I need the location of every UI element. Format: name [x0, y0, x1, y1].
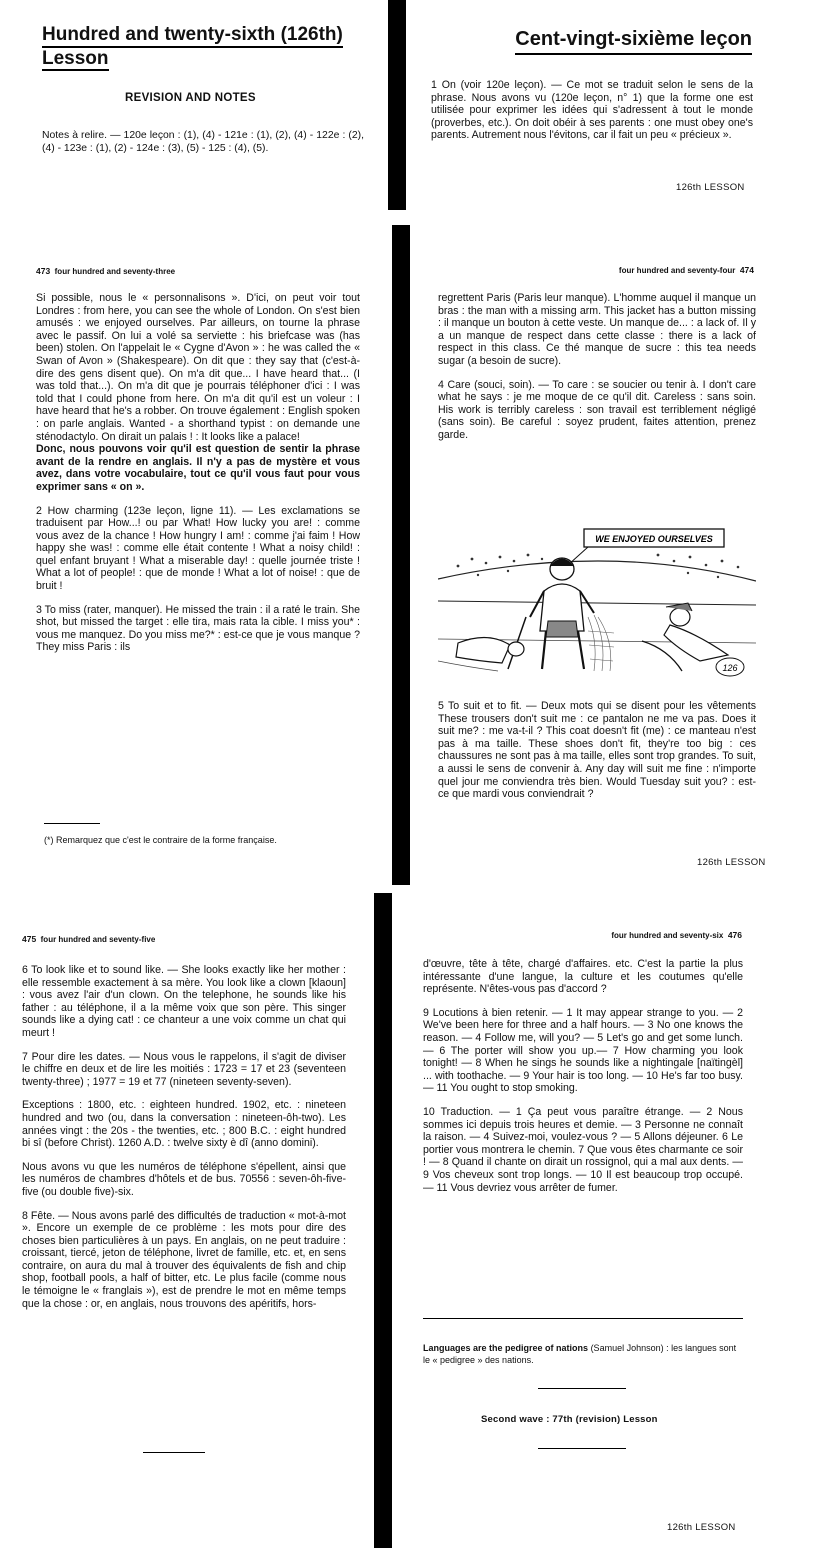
- page-number-words: four hundred and seventy-six: [611, 931, 724, 940]
- footnote-rule: [44, 823, 100, 824]
- note-5: 5 To suit et to fit. — Deux mots qui se disent pour les vêtements These trousers don't suit me : ce pantalon ne me va pas. Does it suit me? : me va-t-il ? This coat doesn't fit (me) : ce manteau n'est pas à ma taille. These shoes don't fit, they're too big : ces chaussures ne sont pas à ma taille, elles sont trop grandes. To suit, a aussi le sens de convenir à. Any day will suit me fine : n'importe quel jour me conviendra très bien. Would Tuesday suit you? : est-ce que mardi vous conviendrait ?: [438, 700, 756, 801]
- note-9: 9 Locutions à bien retenir. — 1 It may appear strange to you. — 2 We've been here for three and a half hours. — 3 No one knows the reason. — 4 Follow me, will you? — 5 Let's go and get some lunch. — 6 The porter will show you up.— 7 How charming you look tonight! — 8 When he sings he sounds like a nightingale [naïtingèl] ... with toothache. — 9 Your hair is too long. — 10 He's far too busy. — 11 You ought to stop smoking.: [423, 1006, 743, 1095]
- section-subtitle: REVISION AND NOTES: [125, 92, 256, 104]
- short-rule: [538, 1388, 626, 1389]
- title-line-1: Hundred and twenty-sixth (126th): [42, 24, 343, 48]
- page-475-body: [22, 964, 346, 1321]
- page-footer: 126th LESSON: [676, 182, 745, 193]
- title-line-2: Lesson: [42, 48, 109, 69]
- footnote: (*) Remarquez que c'est le contraire de la forme française.: [44, 835, 277, 845]
- page-folio-right: [611, 930, 742, 940]
- page-folio-left: [36, 266, 175, 276]
- page-footer: 126th LESSON: [697, 857, 766, 868]
- cartoon-caption: WE ENJOYED OURSELVES: [595, 534, 713, 544]
- page-folio-left: [22, 934, 155, 944]
- second-wave: Second wave : 77th (revision) Lesson: [481, 1414, 658, 1425]
- note-4: 4 Care (souci, soin). — To care : se soucier ou tenir à. I don't care what he says : je me moque de ce qu'il dit. Careless : sans soin. His work is terribly careless : son travail est terriblement négligé (sans soin). Be careful : soyez prudent, faites attention, prenez garde.: [438, 378, 756, 441]
- center-gutter-top: [388, 0, 406, 210]
- page-number: 476: [727, 930, 742, 940]
- page-476-body: [423, 958, 743, 1205]
- center-gutter-middle: [392, 225, 410, 885]
- page-number: 474: [739, 265, 754, 275]
- page-folio-right: [619, 265, 754, 275]
- para-on-summary: Donc, nous pouvons voir qu'il est question de sentir la phrase avant de la rendre en anglais. Il n'y a pas de mystère et vous avez, dans votre vocabulaire, tout ce qu'il vous faut pour vous exprimer sans « on ».: [36, 443, 360, 493]
- note-8: 8 Fête. — Nous avons parlé des difficultés de traduction « mot-à-mot ». Encore un exemple de ce problème : les mots pour dire des choses bien particulières à un pays. En anglais, on ne peut traduire : croissant, tiercé, jeton de téléphone, livret de famille, etc. et, en sens contraire, on aura du mal à trouver des équivalents de fish and chip shop, football pools, a half of bitter, etc. Le plus facile (comme nous le témoigne le « franglais »), est de prendre le mot en même temps que la chose : or, en anglais, nous trouvons des apéritifs, hors-: [22, 1209, 346, 1310]
- page-number-words: four hundred and seventy-five: [40, 935, 156, 944]
- page-title: [42, 24, 343, 70]
- revision-notes: Notes à relire. — 120e leçon : (1), (4) - 121e : (1), (2), (4) - 122e : (2), (4) - 123e : (1), (2) - 124e : (3), (5) - 125 : (4), (5).: [42, 130, 364, 154]
- exceptions: Exceptions : 1800, etc. : eighteen hundred. 1902, etc. : nineteen hundred and two (ou, dans la conversation : nineteen-ôh-two). Les années vingt : the 20s - the twenties, etc. ; 800 B.C. : eight hundred bi sî (before Christ). 1260 A.D. : twelve sixty è dî (anno domini).: [22, 1099, 346, 1150]
- cartoon-drawing: [438, 521, 756, 683]
- note-2: 2 How charming (123e leçon, ligne 11). — Les exclamations se traduisent par How...! ou par What! How lucky you are! : comme vous avez de la chance ! How hungry I am! : comme j'ai faim ! How happy she was! : comme elle était contente ! What a noisy child! : quel enfant bruyant ! What a miserable day! : quelle journée triste ! What a lot of people! : que de monde ! What a lot of noise! : que de bruit !: [36, 504, 360, 593]
- page-473-body: [36, 292, 360, 665]
- para-on: Si possible, nous le « personnalisons ». D'ici, on peut voir tout Londres : from here, you can see the whole of London. On s'est bien amusés : we enjoyed ourselves. Par ailleurs, on tourne la phrase avec le passif. On lui a volé sa serviette : his briefcase was (has been) stolen. On l'appelait le « Cygne d'Avon » : he was called the « Swan of Avon » (Shakespeare). On dit que : they say that (c'est-à-dire des gens disent que). On m'a dit que... I have heard that... (I was told that...). On m'a dit que je pourrais téléphoner d'ici : I was told that I could phone from here. On m'a dit qu'il est un voleur : I have heard that he's a robber. On trouve également : English spoken : on parle anglais. Wanted - a shorthand typist : on demande une sténodactylo. On dirait un palais ! : It looks like a palace!: [36, 292, 360, 443]
- page-footer: 126th LESSON: [667, 1522, 736, 1533]
- end-rule: [143, 1452, 205, 1453]
- quote-attribution: (Samuel Johnson) : les langues sont le « pedigree » des nations.: [423, 1343, 737, 1365]
- quote-bold: Languages are the pedigree of nations: [423, 1343, 589, 1353]
- short-rule: [538, 1448, 626, 1449]
- note-8-continued: d'œuvre, tête à tête, chargé d'affaires. etc. C'est la partie la plus intéressante d'une langue, la culture et les coutumes qu'elle représente. N'êtes-vous pas d'accord ?: [423, 958, 743, 996]
- page-number: 473: [36, 266, 51, 276]
- french-title: Cent-vingt-sixième leçon: [515, 28, 752, 55]
- note-7: 7 Pour dire les dates. — Nous vous le rappelons, il s'agit de diviser le chiffre en deux et de lire les moitiés : 1723 = 17 et 23 (seventeen twenty-three) ; 1977 = 19 et 77 (nineteen seventy-seven).: [22, 1050, 346, 1088]
- note-1: 1 On (voir 120e leçon). — Ce mot se traduit selon le sens de la phrase. Nous avons vu (120e leçon, n° 1) que la forme one est utilisée pour exprimer les idées qui s'adressent à tout le monde (proverbes, etc.). On doit obéir à ses parents : one must obey one's parents. Autrement nous l'évitons, car il fait un peu « précieux ».: [431, 79, 753, 142]
- section-divider: [423, 1318, 743, 1319]
- phone-numbers: Nous avons vu que les numéros de téléphone s'épellent, ainsi que les numéros de chambres d'hôtels et de bus. 70556 : seven-ôh-five-five (ou double five)-six.: [22, 1160, 346, 1198]
- note-3: 3 To miss (rater, manquer). He missed the train : il a raté le train. She shot, but missed the target : elle tira, mais rata la cible. I miss you* : vous me manquez. Do you miss me?* : est-ce que je vous manque ? They miss Paris : ils: [36, 603, 360, 654]
- note-10: 10 Traduction. — 1 Ça peut vous paraître étrange. — 2 Nous sommes ici depuis trois heures et demie. — 3 Personne ne connaît la raison. — 4 Suivez-moi, voulez-vous ? — 5 Allons déjeuner. 6 Le portier vous montrera le chemin. 7 Que vous êtes charmante ce soir ! — 8 Quand il chante on dirait un rossignol, qui a mal aux dents. — 9 Vos cheveux sont trop longs. — 10 Il est beaucoup trop occupé. — 11 Vous devriez vous arrêter de fumer.: [423, 1105, 743, 1194]
- page-number-words: four hundred and seventy-three: [54, 267, 176, 276]
- page-number: 475: [22, 934, 37, 944]
- cartoon-illustration: [438, 521, 756, 683]
- page-number-words: four hundred and seventy-four: [618, 266, 736, 275]
- cartoon-stamp: 126: [722, 663, 738, 673]
- note-3-continued: regrettent Paris (Paris leur manque). L'homme auquel il manque un bras : the man with a missing arm. This jacket has a button missing : il manque un bouton à cette veste. Un manque de... : a lack of. Il y a un manque de respect dans cette classe : there is a lack of respect in this class. Ce thé manque de sucre : this tea needs sugar (a besoin de sucre).: [438, 292, 756, 367]
- closing-quote: [423, 1342, 745, 1366]
- center-gutter-bottom: [374, 893, 392, 1548]
- note-6: 6 To look like et to sound like. — She looks exactly like her mother : elle ressemble exactement à sa mère. You look like a clown [klaoun] : vous avez l'air d'un clown. On the telephone, he sounds like his father : au téléphone, il a la même voix que son père. This singer sounds like a dying cat! : ce chanteur a une voix comme un chat qui meurt !: [22, 964, 346, 1039]
- page-474-body: [438, 292, 756, 453]
